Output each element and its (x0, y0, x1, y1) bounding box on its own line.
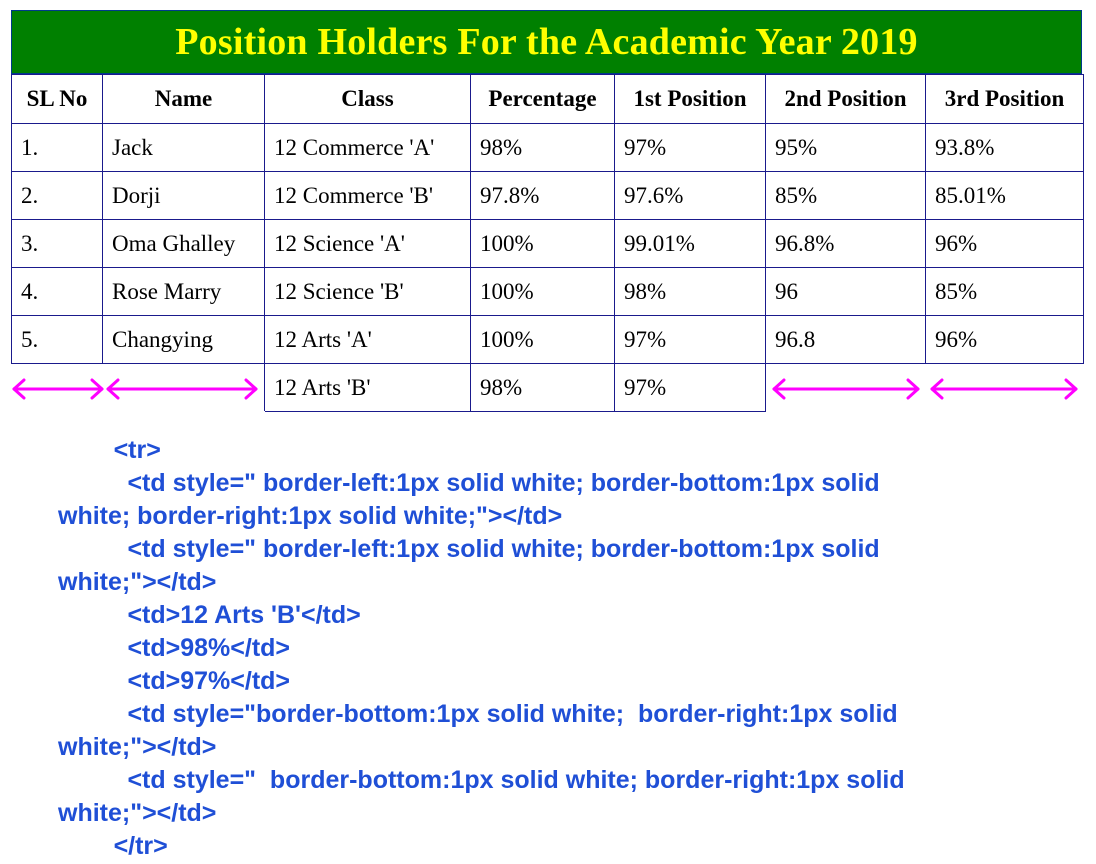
table-row (12, 316, 1084, 364)
cell-sl-no: 3. (12, 220, 103, 268)
code-line: <td style=" border-left:1px solid white; border-bottom:1px solid (58, 469, 880, 497)
cell-sl-no: 1. (12, 124, 103, 172)
cell-name: Changying (103, 316, 265, 364)
cell-class: 12 Arts 'A' (265, 316, 471, 364)
cell-class: 12 Commerce 'B' (265, 172, 471, 220)
code-line: <td>12 Arts 'B'</td> (58, 601, 361, 629)
header-1st-position: 1st Position (615, 75, 766, 124)
cell-2nd-position: 85% (766, 172, 926, 220)
cell-sl-no: 2. (12, 172, 103, 220)
code-line: <td>98%</td> (58, 634, 291, 662)
cell-3rd-position: 85.01% (926, 172, 1084, 220)
header-2nd-position: 2nd Position (766, 75, 926, 124)
header-name: Name (103, 75, 265, 124)
header-3rd-position: 3rd Position (926, 75, 1084, 124)
double-headed-arrow-icon (928, 376, 1080, 402)
cell-2nd-position: 96.8 (766, 316, 926, 364)
position-holders-table (11, 74, 1084, 412)
cell-name: Dorji (103, 172, 265, 220)
cell-2nd-position: 96.8% (766, 220, 926, 268)
title-banner (11, 10, 1082, 74)
header-percentage: Percentage (471, 75, 615, 124)
code-line: </tr> (58, 832, 168, 860)
cell-class: 12 Arts 'B' (265, 364, 471, 412)
cell-name: Oma Ghalley (103, 220, 265, 268)
cell-class: 12 Science 'B' (265, 268, 471, 316)
cell-1st-position: 97% (615, 124, 766, 172)
double-headed-arrow-icon (770, 376, 922, 402)
cell-3rd-position: 96% (926, 220, 1084, 268)
table-header-row (12, 75, 1084, 124)
html-code-snippet (58, 434, 1058, 863)
page-title: Position Holders For the Academic Year 2019 (175, 21, 918, 63)
header-class: Class (265, 75, 471, 124)
code-line: <tr> (58, 436, 161, 464)
cell-1st-position: 99.01% (615, 220, 766, 268)
cell-sl-no: 5. (12, 316, 103, 364)
cell-class: 12 Science 'A' (265, 220, 471, 268)
cell-class: 12 Commerce 'A' (265, 124, 471, 172)
cell-1st-position: 97% (615, 316, 766, 364)
cell-2nd-position: 95% (766, 124, 926, 172)
cell-3rd-position: 93.8% (926, 124, 1084, 172)
table-row (12, 220, 1084, 268)
cell-2nd-position: 96 (766, 268, 926, 316)
double-headed-arrow-icon (10, 376, 106, 402)
cell-1st-position: 97% (615, 364, 766, 412)
code-line: white;"></td> (58, 733, 217, 761)
cell-percentage: 98% (471, 364, 615, 412)
cell-percentage: 100% (471, 316, 615, 364)
cell-name: Jack (103, 124, 265, 172)
cell-1st-position: 98% (615, 268, 766, 316)
table-row (12, 124, 1084, 172)
code-line: <td style="border-bottom:1px solid white; border-right:1px solid (58, 700, 898, 728)
code-line: white;"></td> (58, 568, 217, 596)
cell-percentage: 100% (471, 220, 615, 268)
cell-3rd-position: 85% (926, 268, 1084, 316)
table-row (12, 268, 1084, 316)
header-sl-no: SL No (12, 75, 103, 124)
code-line: <td>97%</td> (58, 667, 291, 695)
cell-percentage: 100% (471, 268, 615, 316)
cell-1st-position: 97.6% (615, 172, 766, 220)
code-line: white; border-right:1px solid white;"></td> (58, 502, 563, 530)
cell-sl-no: 4. (12, 268, 103, 316)
code-line: <td style=" border-bottom:1px solid white; border-right:1px solid (58, 766, 905, 794)
cell-percentage: 98% (471, 124, 615, 172)
code-line: white;"></td> (58, 799, 217, 827)
cell-3rd-position: 96% (926, 316, 1084, 364)
double-headed-arrow-icon (104, 376, 260, 402)
cell-percentage: 97.8% (471, 172, 615, 220)
cell-name: Rose Marry (103, 268, 265, 316)
code-line: <td style=" border-left:1px solid white; border-bottom:1px solid (58, 535, 880, 563)
table-row (12, 172, 1084, 220)
